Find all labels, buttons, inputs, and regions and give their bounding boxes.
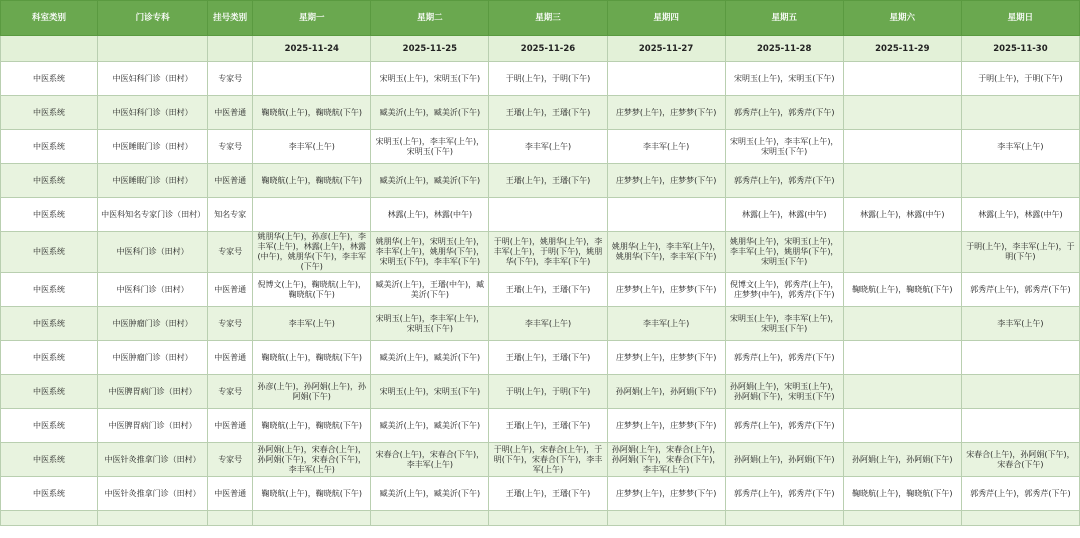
table-cell: 王璠(上午)，王璠(下午): [489, 477, 607, 511]
table-cell: [98, 511, 208, 526]
table-cell: 孙阿娟(上午)，宋春合(上午)，孙阿娟(下午)，宋春合(下午)，李丰军(上午): [607, 443, 725, 477]
table-row: [1, 130, 1080, 164]
table-cell: 中医普通: [208, 96, 253, 130]
table-cell: [843, 164, 961, 198]
table-cell: 鞠晓航(上午)，鞠晓航(下午): [253, 341, 371, 375]
table-row: [1, 477, 1080, 511]
table-cell: 专家号: [208, 130, 253, 164]
table-cell: 中医普通: [208, 341, 253, 375]
table-cell: 中医系统: [1, 375, 98, 409]
date-cell: [208, 36, 253, 62]
table-cell: 中医系统: [1, 443, 98, 477]
header-row: [1, 1, 1080, 36]
table-row: [1, 341, 1080, 375]
table-cell: 孙阿娟(上午)，宋明玉(上午)，孙阿娟(下午)，宋明玉(下午): [725, 375, 843, 409]
table-row: [1, 164, 1080, 198]
table-cell: 孙阿娟(上午)，孙阿娟(下午): [843, 443, 961, 477]
table-row: [1, 511, 1080, 526]
table-row: [1, 96, 1080, 130]
table-cell: [843, 409, 961, 443]
table-cell: [607, 62, 725, 96]
table-row: [1, 409, 1080, 443]
date-cell: 2025-11-26: [489, 36, 607, 62]
table-cell: 郭秀芹(上午)，郭秀芹(下午): [725, 341, 843, 375]
table-cell: 宋明玉(上午)，宋明玉(下午): [725, 62, 843, 96]
table-cell: 姚朋华(上午)，李丰军(上午)，姚朋华(下午)，李丰军(下午): [607, 232, 725, 273]
table-cell: 宋明玉(上午)，李丰军(上午)，宋明玉(下午): [371, 130, 489, 164]
table-cell: 臧美沂(上午)，王璠(中午)，臧美沂(下午): [371, 273, 489, 307]
table-cell: 李丰军(上午): [607, 130, 725, 164]
table-cell: 中医普通: [208, 273, 253, 307]
date-cell: 2025-11-25: [371, 36, 489, 62]
table-cell: 宋春合(上午)，宋春合(下午)，李丰军(上午): [371, 443, 489, 477]
table-cell: 李丰军(上午): [607, 307, 725, 341]
table-cell: 鞠晓航(上午)，鞠晓航(下午): [253, 164, 371, 198]
header-thursday: 星期四: [607, 1, 725, 36]
table-cell: 中医系统: [1, 409, 98, 443]
table-cell: [843, 511, 961, 526]
header-dept-category: 科室类别: [1, 1, 98, 36]
table-cell: 孙阿娟(上午)，孙阿娟(下午): [607, 375, 725, 409]
table-cell: 中医针灸推拿门诊（田村）: [98, 477, 208, 511]
table-cell: 中医系统: [1, 198, 98, 232]
table-cell: 姚朋华(上午)，宋明玉(上午)，李丰军(上午)，姚朋华(下午)，宋明玉(下午)，李丰军(下午): [371, 232, 489, 273]
table-cell: 于明(上午)，于明(下午): [489, 62, 607, 96]
header-tuesday: 星期二: [371, 1, 489, 36]
table-cell: 中医肿瘤门诊（田村）: [98, 307, 208, 341]
table-cell: 林露(上午)，林露(中午): [961, 198, 1079, 232]
table-cell: 中医系统: [1, 164, 98, 198]
table-cell: 中医科门诊（田村）: [98, 273, 208, 307]
table-row: [1, 375, 1080, 409]
table-cell: 中医肿瘤门诊（田村）: [98, 341, 208, 375]
date-cell: 2025-11-24: [253, 36, 371, 62]
table-cell: 李丰军(上午): [489, 307, 607, 341]
table-row: [1, 232, 1080, 273]
table-cell: 王璠(上午)，王璠(下午): [489, 409, 607, 443]
table-cell: 倪博文(上午)，郭秀芹(上午)，庄梦梦(中午)，郭秀芹(下午): [725, 273, 843, 307]
table-cell: 臧美沂(上午)，臧美沂(下午): [371, 96, 489, 130]
table-cell: 鞠晓航(上午)，鞠晓航(下午): [253, 409, 371, 443]
table-cell: [607, 198, 725, 232]
table-cell: 中医系统: [1, 273, 98, 307]
table-cell: 郭秀芹(上午)，郭秀芹(下午): [725, 164, 843, 198]
table-cell: 庄梦梦(上午)，庄梦梦(下午): [607, 341, 725, 375]
header-clinic: 门诊专科: [98, 1, 208, 36]
table-cell: 庄梦梦(上午)，庄梦梦(下午): [607, 96, 725, 130]
table-cell: 李丰军(上午): [961, 130, 1079, 164]
table-cell: 庄梦梦(上午)，庄梦梦(下午): [607, 477, 725, 511]
table-cell: 中医脾胃病门诊（田村）: [98, 375, 208, 409]
table-cell: 中医系统: [1, 62, 98, 96]
date-row: [1, 36, 1080, 62]
table-cell: 郭秀芹(上午)，郭秀芹(下午): [725, 409, 843, 443]
table-cell: 李丰军(上午): [489, 130, 607, 164]
table-row: [1, 198, 1080, 232]
table-cell: 林露(上午)，林露(中午): [725, 198, 843, 232]
table-cell: 王璠(上午)，王璠(下午): [489, 273, 607, 307]
date-cell: 2025-11-30: [961, 36, 1079, 62]
table-cell: 郭秀芹(上午)，郭秀芹(下午): [725, 477, 843, 511]
table-cell: 姚朋华(上午)，孙彦(上午)，李丰军(上午)，林露(上午)，林露(中午)，姚朋华(下午)，李丰军(下午): [253, 232, 371, 273]
table-cell: [253, 511, 371, 526]
table-cell: 专家号: [208, 232, 253, 273]
table-cell: 中医睡眠门诊（田村）: [98, 164, 208, 198]
table-cell: 郭秀芹(上午)，郭秀芹(下午): [961, 273, 1079, 307]
table-cell: [253, 198, 371, 232]
table-cell: 庄梦梦(上午)，庄梦梦(下午): [607, 164, 725, 198]
table-cell: [371, 511, 489, 526]
table-cell: [725, 511, 843, 526]
table-cell: 中医系统: [1, 232, 98, 273]
table-cell: 臧美沂(上午)，臧美沂(下午): [371, 164, 489, 198]
table-cell: 于明(上午)，李丰军(上午)，于明(下午): [961, 232, 1079, 273]
table-cell: 中医妇科门诊（田村）: [98, 96, 208, 130]
table-cell: 李丰军(上午): [253, 130, 371, 164]
table-cell: 鞠晓航(上午)，鞠晓航(下午): [843, 273, 961, 307]
table-cell: 臧美沂(上午)，臧美沂(下午): [371, 409, 489, 443]
table-cell: 宋明玉(上午)，李丰军(上午)，宋明玉(下午): [725, 307, 843, 341]
table-cell: 庄梦梦(上午)，庄梦梦(下午): [607, 409, 725, 443]
date-cell: 2025-11-27: [607, 36, 725, 62]
header-registration-type: 挂号类别: [208, 1, 253, 36]
table-cell: 于明(上午)，于明(下午): [961, 62, 1079, 96]
table-cell: 倪博文(上午)，鞠晓航(上午)，鞠晓航(下午): [253, 273, 371, 307]
table-cell: 王璠(上午)，王璠(下午): [489, 96, 607, 130]
table-cell: [961, 96, 1079, 130]
table-cell: 鞠晓航(上午)，鞠晓航(下午): [843, 477, 961, 511]
table-cell: 郭秀芹(上午)，郭秀芹(下午): [725, 96, 843, 130]
table-cell: 鞠晓航(上午)，鞠晓航(下午): [253, 477, 371, 511]
table-row: [1, 62, 1080, 96]
table-cell: 中医系统: [1, 130, 98, 164]
header-friday: 星期五: [725, 1, 843, 36]
table-cell: 中医科知名专家门诊（田村）: [98, 198, 208, 232]
table-cell: [208, 511, 253, 526]
table-cell: 宋明玉(上午)，宋明玉(下午): [371, 62, 489, 96]
header-sunday: 星期日: [961, 1, 1079, 36]
table-cell: 鞠晓航(上午)，鞠晓航(下午): [253, 96, 371, 130]
table-cell: 宋春合(上午)，孙阿娟(下午)，宋春合(下午): [961, 443, 1079, 477]
table-cell: 郭秀芹(上午)，郭秀芹(下午): [961, 477, 1079, 511]
table-cell: [843, 307, 961, 341]
table-cell: [1, 511, 98, 526]
table-cell: 臧美沂(上午)，臧美沂(下午): [371, 477, 489, 511]
date-cell: 2025-11-29: [843, 36, 961, 62]
table-cell: 专家号: [208, 443, 253, 477]
table-cell: 宋明玉(上午)，李丰军(上午)，宋明玉(下午): [371, 307, 489, 341]
table-cell: 中医普通: [208, 164, 253, 198]
table-cell: 专家号: [208, 62, 253, 96]
table-cell: 姚朋华(上午)，宋明玉(上午)，李丰军(上午)，姚朋华(下午)，宋明玉(下午): [725, 232, 843, 273]
table-cell: 孙阿娟(上午)，宋春合(上午)，孙阿娟(下午)，宋春合(下午)，李丰军(上午): [253, 443, 371, 477]
table-cell: 中医系统: [1, 341, 98, 375]
table-cell: 中医普通: [208, 409, 253, 443]
table-cell: [843, 130, 961, 164]
table-cell: 庄梦梦(上午)，庄梦梦(下午): [607, 273, 725, 307]
header-saturday: 星期六: [843, 1, 961, 36]
header-monday: 星期一: [253, 1, 371, 36]
table-cell: 专家号: [208, 307, 253, 341]
table-cell: 中医脾胃病门诊（田村）: [98, 409, 208, 443]
table-cell: 中医系统: [1, 477, 98, 511]
table-cell: [843, 375, 961, 409]
table-cell: [843, 62, 961, 96]
table-cell: 李丰军(上午): [253, 307, 371, 341]
table-cell: 中医科门诊（田村）: [98, 232, 208, 273]
table-cell: 王璠(上午)，王璠(下午): [489, 341, 607, 375]
table-cell: 于明(上午)，宋春合(上午)，于明(下午)，宋春合(下午)，李丰军(上午): [489, 443, 607, 477]
table-cell: 于明(上午)，于明(下午): [489, 375, 607, 409]
table-cell: [489, 198, 607, 232]
table-row: [1, 307, 1080, 341]
date-cell: [98, 36, 208, 62]
header-wednesday: 星期三: [489, 1, 607, 36]
table-cell: 中医系统: [1, 307, 98, 341]
table-cell: 李丰军(上午): [961, 307, 1079, 341]
table-cell: 知名专家: [208, 198, 253, 232]
table-cell: 中医妇科门诊（田村）: [98, 62, 208, 96]
table-cell: [843, 232, 961, 273]
table-row: [1, 443, 1080, 477]
table-cell: [961, 409, 1079, 443]
table-cell: [607, 511, 725, 526]
table-cell: 中医普通: [208, 477, 253, 511]
table-cell: 王璠(上午)，王璠(下午): [489, 164, 607, 198]
table-cell: [253, 62, 371, 96]
table-cell: [843, 341, 961, 375]
table-cell: 中医睡眠门诊（田村）: [98, 130, 208, 164]
table-cell: 中医系统: [1, 96, 98, 130]
table-cell: 宋明玉(上午)，宋明玉(下午): [371, 375, 489, 409]
table-cell: 孙彦(上午)，孙阿娟(上午)，孙阿娟(下午): [253, 375, 371, 409]
table-cell: [843, 96, 961, 130]
table-row: [1, 273, 1080, 307]
date-cell: 2025-11-28: [725, 36, 843, 62]
table-cell: 宋明玉(上午)，李丰军(上午)，宋明玉(下午): [725, 130, 843, 164]
table-cell: 林露(上午)，林露(中午): [843, 198, 961, 232]
table-cell: [961, 375, 1079, 409]
table-cell: 林露(上午)，林露(中午): [371, 198, 489, 232]
table-cell: 臧美沂(上午)，臧美沂(下午): [371, 341, 489, 375]
table-cell: [961, 341, 1079, 375]
table-cell: 孙阿娟(上午)，孙阿娟(下午): [725, 443, 843, 477]
table-cell: 于明(上午)，姚朋华(上午)，李丰军(上午)，于明(下午)，姚朋华(下午)，李丰军(下午): [489, 232, 607, 273]
table-cell: [489, 511, 607, 526]
table-cell: [961, 511, 1079, 526]
table-cell: 专家号: [208, 375, 253, 409]
table-cell: 中医针灸推拿门诊（田村）: [98, 443, 208, 477]
date-cell: [1, 36, 98, 62]
table-cell: [961, 164, 1079, 198]
